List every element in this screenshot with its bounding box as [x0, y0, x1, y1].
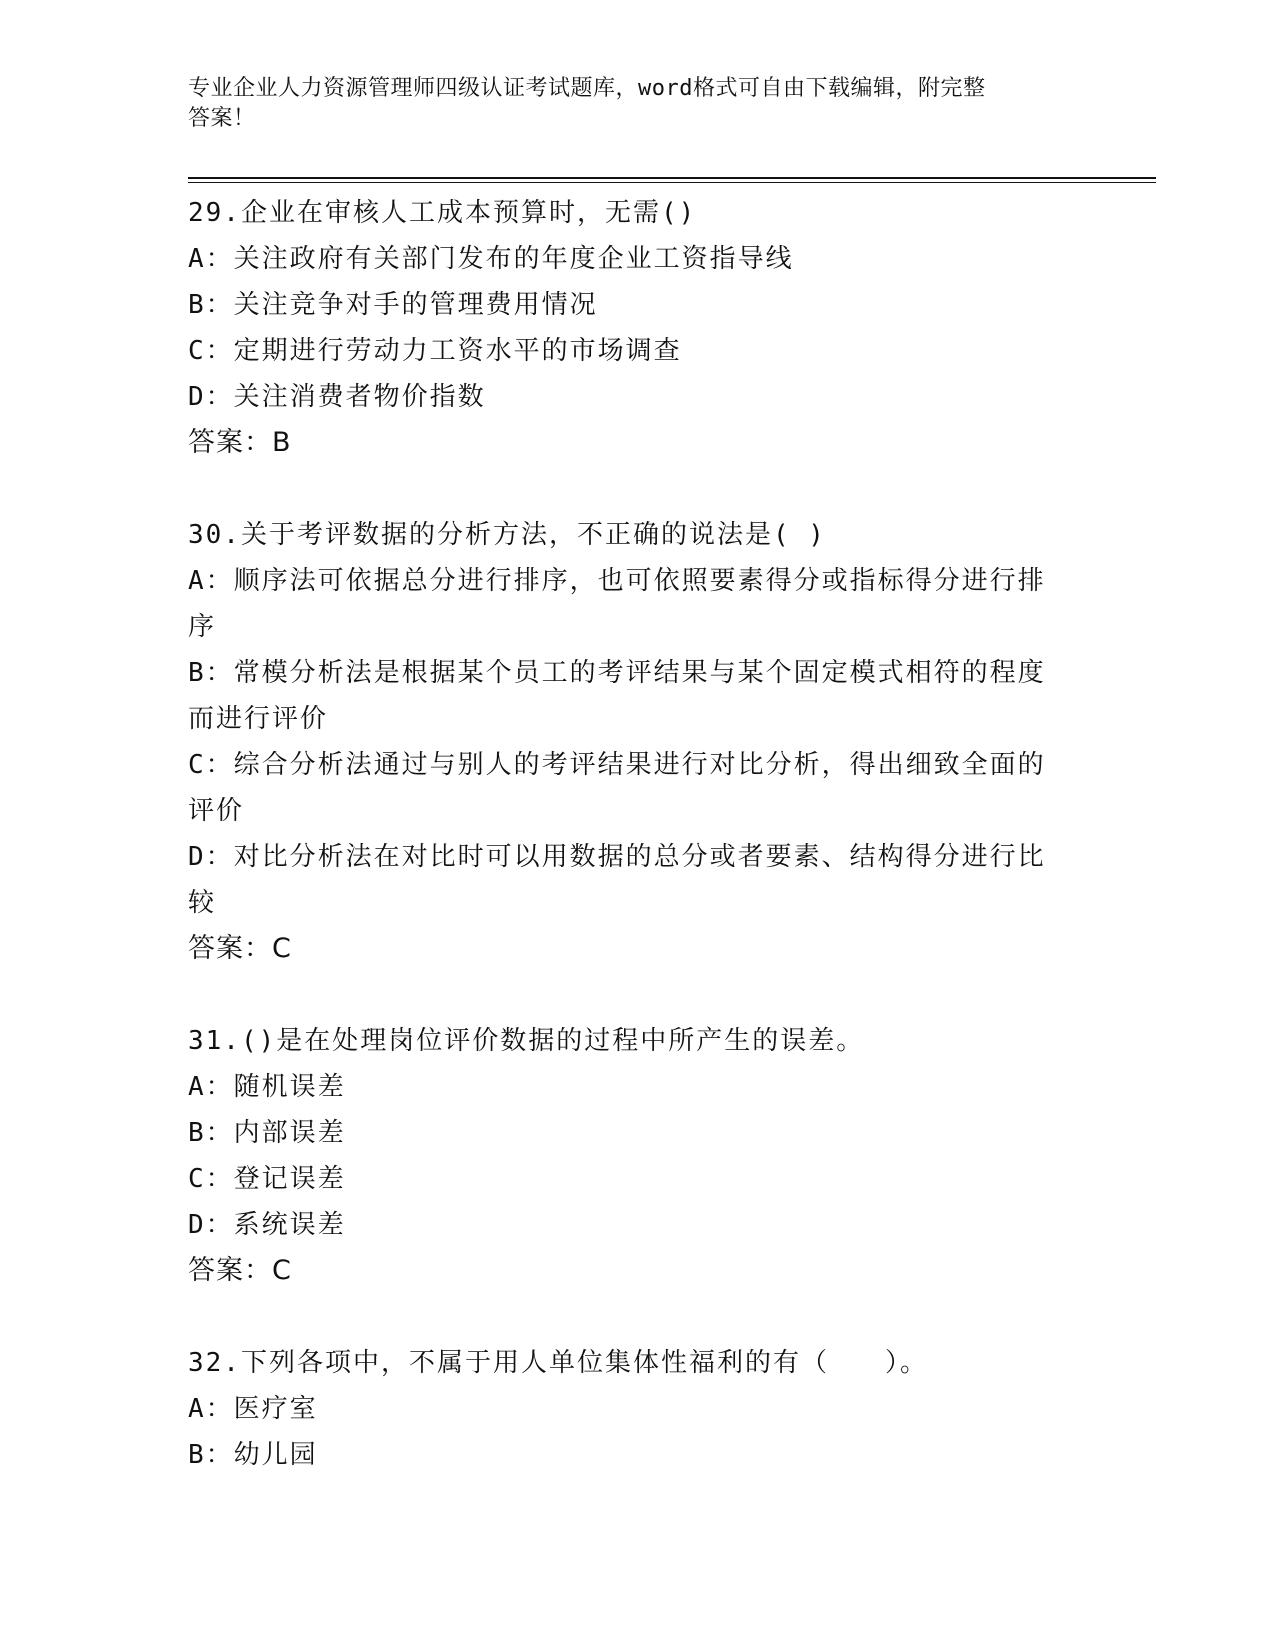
- answer-label: 答案：C: [188, 933, 292, 964]
- question-stem: 29.企业在审核人工成本预算时，无需(): [188, 198, 697, 228]
- option-b: B：内部误差: [188, 1118, 346, 1148]
- header-rule-thick: [188, 177, 1156, 179]
- header-line-2: 答案！: [188, 106, 256, 131]
- question-32: [188, 1340, 1088, 1478]
- option-d: D：系统误差: [188, 1210, 346, 1240]
- header-line-1: 专业企业人力资源管理师四级认证考试题库，word格式可自由下载编辑，附完整: [188, 76, 986, 101]
- question-stem: 31.()是在处理岗位评价数据的过程中所产生的误差。: [188, 1026, 865, 1056]
- question-30: [188, 512, 1088, 972]
- option-a: A：关注政府有关部门发布的年度企业工资指导线: [188, 244, 794, 274]
- option-b: B：幼儿园: [188, 1440, 318, 1470]
- answer-label: 答案：B: [188, 427, 292, 458]
- option-d: D：对比分析法在对比时可以用数据的总分或者要素、结构得分进行比 较: [188, 842, 1046, 918]
- option-b: B：常模分析法是根据某个员工的考评结果与某个固定模式相符的程度 而进行评价: [188, 658, 1046, 734]
- question-stem: 30.关于考评数据的分析方法，不正确的说法是( ): [188, 520, 826, 550]
- question-31: [188, 1018, 1088, 1294]
- header-rule-thin: [188, 182, 1156, 183]
- option-c: C：综合分析法通过与别人的考评结果进行对比分析，得出细致全面的 评价: [188, 750, 1046, 826]
- option-c: C：登记误差: [188, 1164, 346, 1194]
- option-a: A：医疗室: [188, 1394, 318, 1424]
- answer-label: 答案：C: [188, 1255, 292, 1286]
- option-d: D：关注消费者物价指数: [188, 382, 486, 412]
- option-b: B：关注竞争对手的管理费用情况: [188, 290, 598, 320]
- option-a: A：顺序法可依据总分进行排序，也可依照要素得分或指标得分进行排 序: [188, 566, 1046, 642]
- option-a: A：随机误差: [188, 1072, 346, 1102]
- question-29: [188, 190, 1088, 466]
- document-header: [188, 74, 1068, 134]
- question-stem: 32.下列各项中，不属于用人单位集体性福利的有（ ）。: [188, 1348, 928, 1378]
- question-list: [188, 190, 1088, 1478]
- option-c: C：定期进行劳动力工资水平的市场调查: [188, 336, 682, 366]
